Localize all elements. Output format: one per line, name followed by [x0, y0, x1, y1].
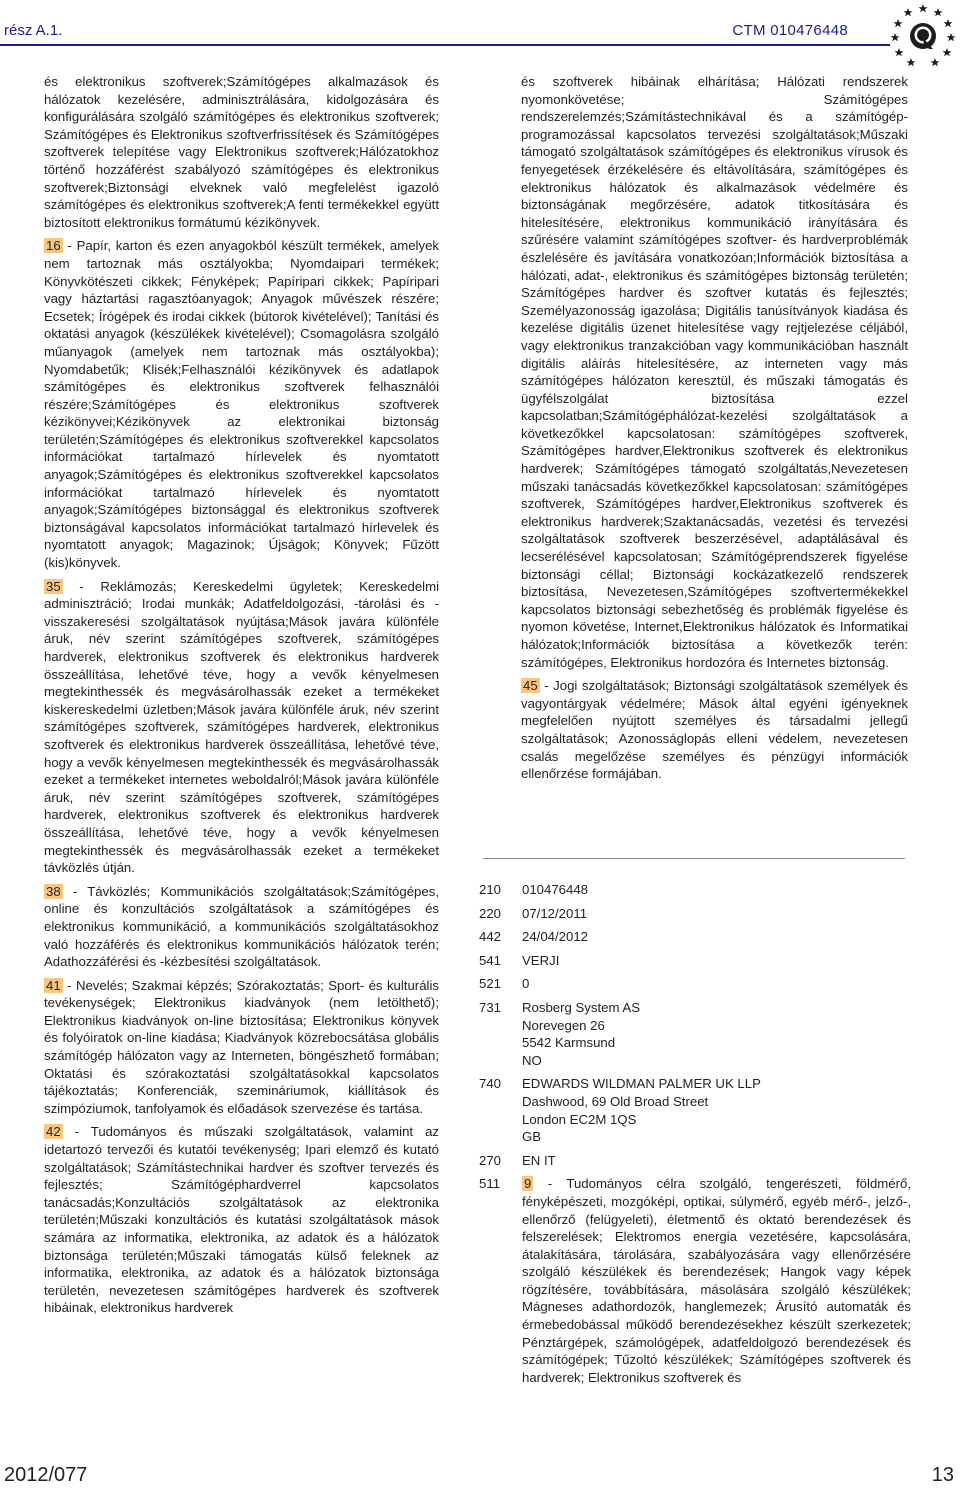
inid-code: 740	[479, 1076, 502, 1092]
class-description: - Nevelés; Szakmai képzés; Szórakoztatás; Sport- és kulturális tevékenységek; Elektronikus kiadványok (nem letölthető); Elektronikus kiadványok on-line biztosítása; Elektronikus könyvek és folyóiratok on-line kiadása; Kiadványok közrebocsátása globális számítógép hálózaton vagy az Interneten, böngészhető formában; Oktatási és szórakoztatási szolgáltatásokkal kapcsolatos tájékoztatás; Konferenciák, szemináriumok, kiállítások és szimpóziumok, tanfolyamok és előadások szervezése és tartása.	[44, 977, 439, 1116]
inid-code: 731	[479, 999, 502, 1015]
value-line: 07/12/2011	[522, 905, 588, 921]
section-divider	[483, 858, 905, 859]
value-line: 0	[522, 976, 530, 992]
value-line: Dashwood, 69 Old Broad Street	[522, 1093, 709, 1109]
value-line: 010476448	[522, 882, 589, 897]
class-number: 9	[524, 1176, 532, 1192]
page-number: 13	[931, 1464, 954, 1486]
inid-code: 220	[479, 905, 502, 921]
header-rule	[0, 44, 890, 46]
value-line: GB	[522, 1129, 542, 1145]
goods-text-continued: és elektronikus szoftverek;Számítógépes alkalmazások és hálózatok kezelésére, adminisztrálására, kidolgozására és konfigurálására szolgáló számítógépes és elektronikus szoftverek; Számítógépes és Elektronikus szoftverfrissítések és Számítógépes szoftverek telepítése vagy Elektronikus szoftverek;Hálózatokhoz történő hozzáférést szabályozó számítógépes és elektronikus szoftverek;Biztonsági elveknek való megfelelést igazoló számítógépes és elektronikus szoftverek;A fenti termékekkel együtt biztosított elektronikus formátumú kézikönyvek.	[44, 74, 439, 230]
class-description: - Papír, karton és ezen anyagokból készült termékek, amelyek nem tartoznak más osztályokba; Nyomdaipari termékek; Könyvkötészeti cikkek; Fényképek; Papíripari cikkek; Papíripari vagy háztartási ragasztóanyagok; Anyagok művészek részére; Ecsetek; Írógépek és irodai cikkek (bútorok kivételével); Tanítási és oktatási anyagok (készülékek kivételével); Csomagolásra szolgáló műanyagok (amelyek nem tartoznak más osztályokba); Nyomdabetűk; Klisék;Felhasználói kézikönyvek és adatlapok számítógépes és elektronikus szoftverek felhasználói részére;Számítógépes és elektronikus szoftverek kézikönyvei;Kézikönyvek az elektronikai biztonság területén;Számítógépes és elektronikus szoftverekkel kapcsolatos információkat tartalmazó hírlevelek és nyomtatott anyagok;Számítógépes és elektronikus szoftverekkel kapcsolatos információkat tartalmazó hírlevelek és nyomtatott anyagok;Számítógépes biztonsággal és elektronikus szoftverek biztonságával kapcsolatos információkat tartalmazó hírlevelek és nyomtatott anyagok; Magazinok; Újságok; Könyvek; Fűzött (kis)könyvek.	[44, 238, 439, 571]
inid-value	[522, 905, 911, 923]
biblio-row	[479, 881, 911, 899]
class-42-entry	[44, 1123, 439, 1317]
eu-stars-logo-icon	[890, 2, 956, 68]
header-ctm-number: CTM 010476448	[732, 22, 848, 39]
class-45-entry	[521, 677, 908, 783]
biblio-row	[479, 1075, 911, 1145]
value-line: Norevegen 26	[522, 1017, 605, 1033]
value-line: London EC2M 1QS	[522, 1111, 637, 1127]
class-35-entry	[44, 578, 439, 877]
inid-value	[522, 1152, 911, 1170]
inid-value	[522, 952, 911, 970]
header-section-label: rész A.1.	[4, 22, 63, 39]
inid-code: 210	[479, 882, 502, 897]
left-column	[44, 73, 439, 1323]
class-description: - Tudományos célra szolgáló, tengerészeti, földmérő, fényképészeti, mozgóképi, optikai, súlymérő, egyéb mérő-, jelző-, ellenőrző (felügyeleti), életmentő és oktató berendezések és felszerelések; Elektromos energia vezetésére, kapcsolására, átalakítására, tárolására, szabályozására vagy ellenőrzésére szolgáló készülékek és berendezések; Hangok vagy képek rögzítésére, továbbítására, másolására szolgáló készülékek; Mágneses adathordozók, hanglemezek; Árusító automaták és érmebedobással működő berendezésekhez készült szerkezetek; Pénztárgépek, számológépek, adatfeldolgozó berendezések és számítógépek; Tűzoltó készülékek; Számítógépes szoftverek és hardverek; Elektronikus szoftverek és	[522, 1176, 911, 1385]
value-line: EDWARDS WILDMAN PALMER UK LLP	[522, 1076, 761, 1092]
class-number: 41	[46, 977, 61, 993]
value-line: 5542 Karmsund	[522, 1035, 616, 1051]
class-number: 42	[46, 1124, 61, 1140]
class-description: - Jogi szolgáltatások; Biztonsági szolgáltatások személyek és vagyontárgyak védelmére; Mások által egyéni igényeknek megfelelően nyújtott személyes és társadalmi jellegű szolgáltatások; Azonosságlopás elleni védelem, nevezetesen csalás megelőzése személyes és pénzügyi információk ellenőrzése formájában.	[521, 678, 908, 782]
biblio-row	[479, 928, 911, 946]
inid-value	[522, 928, 911, 946]
class-number: 45	[523, 678, 538, 694]
class-number: 35	[46, 578, 61, 594]
class-16-entry	[44, 237, 439, 571]
class-description: - Távközlés; Kommunikációs szolgáltatások;Számítógépes, online és konzultációs szolgáltatások a számítógépes és elektronikus kommunikáció, a kommunikációs szolgáltatásokhoz való hozzáférés és elektronikus kommunikációs hálózatok terén; Adathozzáférési és -kézbesítési szolgáltatások.	[44, 883, 439, 970]
services-text-continued: és szoftverek hibáinak elhárítása; Hálózati rendszerek nyomonkövetése; Számítógépes rendszerelemzés;Számítástechnikával és a számítógép-programozással kapcsolatos tervezési szolgáltatások;Műszaki támogató szolgáltatások számítógépes és elektronikus vírusok és fenyegetések érzékelésére és eltávolítására, számítógépes és elektronikus hálózatok és alkalmazások védelmére és biztonságának megőrzésére, adatok titkosítására és hitelesítésére, elektronikus kommunikáció irányítására és szűrésére valamint számítógépes szoftver- és hardverproblémák észlelésére és javítására vonatkozóan;Információk biztosítása a hálózati, adat-, elektronikus és számítógépes biztonság területén; Számítógépes hardver és szoftver kutatás és fejlesztés; Személyazonosság igazolása; Digitális tanúsítványok kiadása és kezelése digitális üzenet hitelesítése vagy rejtjelezése céljából, vagy elektronikus tranzakcióban vagy kommunikációban használt digitális aláírás hitelesítésére, az interneten vagy más számítógépes hálózaton keresztül, és műszaki támogatás és ügyfélszolgálat biztosítása ezzel kapcsolatban;Számítógéphálózat-kezelési szolgáltatások a következőkkel kapcsolatosan: számítógépes szoftverek, Számítógépes hardver,Elektronikus szoftverek és elektronikus hardverek; Számítógépes támogató szolgáltatás,Nevezetesen műszaki tanácsadás következőkkel kapcsolatosan: számítógépes szoftverek, Számítógépes hardver,Elektronikus szoftverek és elektronikus hardverek;Szaktanácsadás, vezetési és tervezési szolgáltatások szoftverek beszerzésével, adaptálásával és lecserélésével kapcsolatosan; Számítógéprendszerek figyelése biztonsági céllal; Biztonsági kockázatkezelő rendszerek biztosítása, Nevezetesen,Számítógépes szoftvertermékekkel kapcsolatos biztonsági sebezhetőség és problémák figyelése és nyomon követése, Internet,Elektronikus hálózatok és Informatikai hálózatok;Információk biztosítása a következők terén: számítógépes, Elektronikus hordozóra és Internetes biztonság.	[521, 74, 908, 670]
issue-number: 2012/077	[4, 1464, 88, 1486]
biblio-row	[479, 1152, 911, 1170]
inid-code: 541	[479, 952, 502, 968]
bibliographic-data	[479, 881, 911, 1392]
biblio-row-511	[479, 1175, 911, 1386]
class-description: - Tudományos és műszaki szolgáltatások, valamint az idetartozó tervezői és kutatói tevékenység; Ipari elemző és kutató szolgáltatások; Számítástechnikai hardver és szoftver tervezés és fejlesztés; Számítógéphardverrel kapcsolatos tanácsadás;Konzultációs szolgáltatások az elektronika területén;Műszaki konzultációs és kutatási szolgáltatások mások számára az informatika, elektronika, az adatok és a hálózatok biztonsága területén;Műszaki támogatás külső feleknek az informatika, elektronika, az adatok és a hálózatok biztonsága területén, nevezetesen számítógépes hardverek és szoftverek hibáinak, elektronikus hardverek	[44, 1124, 439, 1316]
biblio-row	[479, 952, 911, 970]
class-description: - Reklámozás; Kereskedelmi ügyletek; Kereskedelmi adminisztráció; Irodai munkák; Adatfeldolgozási, -tárolási és -visszakeresési szolgáltatások nyújtása;Mások javára különféle áruk, név szerint számítógépes szoftverek, számítógépes hardverek, elektronikus szoftverek és elektronikus hardverek összeállítása, lehetővé téve, hogy a vevők kényelmesen megtekinthessék és megvásárolhassák ezeket a termékeket kiskereskedelmi üzletben;Mások javára különféle áruk, név szerint számítógépes szoftverek, számítógépes hardverek, elektronikus szoftverek és elektronikus hardverek összeállítása, lehetővé téve, hogy a vevők kényelmesen megtekinthessék és megvásárolhassák ezeket a termékeket internetes weboldalról;Mások javára különféle áruk, név szerint számítógépes szoftverek, számítógépes hardverek, elektronikus szoftverek és elektronikus hardverek összeállítása, lehetővé téve, hogy a vevők kényelmesen megtekinthessék és megvásárolhassák ezeket a termékeket távközlés útján.	[44, 578, 439, 876]
inid-value	[522, 881, 911, 899]
inid-code: 511	[479, 1176, 501, 1192]
value-line: 24/04/2012	[522, 929, 589, 945]
inid-code: 270	[479, 1152, 502, 1168]
biblio-row	[479, 975, 911, 993]
inid-value	[522, 999, 911, 1069]
inid-value	[522, 1075, 911, 1145]
class-38-entry	[44, 883, 439, 971]
biblio-row	[479, 999, 911, 1069]
class-9-entry	[522, 1175, 911, 1386]
class-number: 16	[46, 238, 61, 254]
value-line: Rosberg System AS	[522, 999, 641, 1015]
value-line: VERJI	[522, 952, 560, 968]
right-column	[521, 73, 908, 789]
inid-value	[522, 975, 911, 993]
biblio-row	[479, 905, 911, 923]
class-number: 38	[46, 883, 61, 899]
value-line: EN IT	[522, 1152, 556, 1168]
class-41-entry	[44, 977, 439, 1118]
inid-code: 442	[479, 929, 502, 945]
value-line: NO	[522, 1052, 542, 1068]
inid-code: 521	[479, 976, 502, 992]
